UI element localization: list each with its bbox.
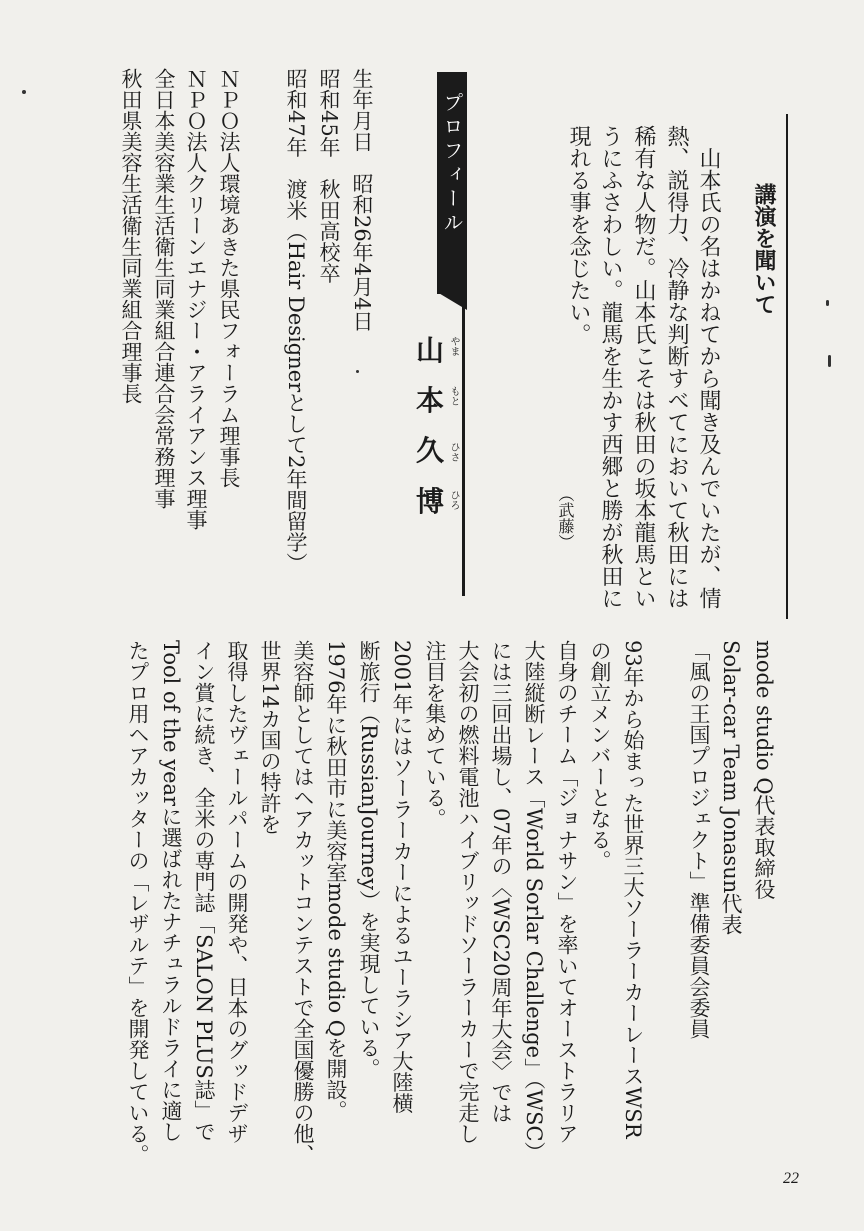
profile-row-birthdate: 生年月日 昭和26年4月4日 bbox=[350, 68, 374, 332]
name-char-2: 本 bbox=[416, 384, 445, 417]
bio-column-16: 取得したヴェールパームの開発や、日本のグッドデザ bbox=[225, 640, 249, 1144]
profile-row-graduation: 昭和45年 秋田高校卒 bbox=[317, 68, 341, 284]
article-column-2: 熱、説得力、冷静な判断すべてにおいて秋田には bbox=[664, 125, 689, 609]
bio-column-3: 「風の王国プロジェクト」準備委員会委員 bbox=[687, 640, 711, 1039]
article-heading: 講演を聞いて bbox=[751, 183, 776, 315]
bio-column-15: 世界14カ国の特許を bbox=[258, 640, 282, 835]
heading-rule bbox=[786, 114, 788, 619]
profile-row-role-3: 全日本美容業生活衛生同業組合連合会常務理事 bbox=[152, 68, 176, 509]
scan-speck bbox=[22, 90, 26, 94]
bio-column-13: 1976年に秋田市に美容室mode studio Qを開設。 bbox=[324, 640, 348, 1121]
article-author: （武藤） bbox=[556, 486, 575, 550]
profile-label: プロフィール bbox=[440, 92, 464, 236]
bio-column-10: 注目を集めている。 bbox=[423, 640, 447, 829]
profile-row-role-2: ＮＰＯ法人クリーンエナジー・アライアンス理事 bbox=[184, 68, 208, 530]
name-char-1: 山 bbox=[416, 334, 445, 367]
bio-column-19: たプロ用ヘアカッターの「レザルテ」を開発している。 bbox=[126, 640, 150, 1165]
name-char-4: 博 bbox=[416, 485, 445, 518]
bio-column-14: 美容師としてはヘアカットコンテストで全国優勝の他、 bbox=[291, 640, 315, 1165]
scan-speck bbox=[356, 370, 359, 373]
page-number: 22 bbox=[783, 1170, 799, 1187]
name-char-3: 久 bbox=[416, 434, 445, 467]
name-ruby-2: もと bbox=[448, 386, 459, 406]
profile-row-study-abroad: 昭和47年 渡米（Hair Designerとして2年間留学） bbox=[284, 68, 308, 574]
article-column-5: 現れる事を念じたい。 bbox=[566, 125, 591, 345]
scan-speck bbox=[828, 355, 831, 367]
bio-column-4: 93年から始まった世界三大ソーラーカーレースWSR bbox=[621, 640, 645, 1139]
name-ruby-4: ひろ bbox=[448, 490, 459, 510]
bio-column-12: 断旅行（RussianJourney）を実現している。 bbox=[357, 640, 381, 1080]
bio-column-1: mode studio Q代表取締役 bbox=[752, 640, 776, 900]
name-ruby-3: ひさ bbox=[448, 442, 459, 462]
profile-row-role-4: 秋田県美容生活衛生同業組合理事長 bbox=[119, 68, 143, 404]
article-column-1: 山本氏の名はかねてから聞き及んでいたが、情 bbox=[696, 125, 721, 609]
bio-column-9: 大会初の燃料電池ハイブリッドソーラーカーで完走し bbox=[456, 640, 480, 1144]
bio-column-18: Tool of the yearに選ばれたナチュラルドライに適し bbox=[159, 640, 183, 1143]
article-column-4: うにふさわしい。龍馬を生かす西郷と勝が秋田に bbox=[598, 125, 623, 609]
bio-column-5: の創立メンバーとなる。 bbox=[588, 640, 612, 871]
bio-column-8: には三回出場し、07年の〈WSC20周年大会〉では bbox=[489, 640, 513, 1124]
bio-column-2: Solar-car Team Jonasun代表 bbox=[719, 640, 743, 936]
bio-column-6: 自身のチーム「ジョナサン」を率いてオーストラリア bbox=[555, 640, 579, 1144]
scan-speck bbox=[826, 300, 829, 306]
profile-rule bbox=[462, 300, 465, 596]
name-ruby-1: やま bbox=[448, 336, 459, 356]
bio-column-17: イン賞に続き、全米の専門誌「SALON PLUS誌」で bbox=[192, 640, 216, 1142]
profile-row-role-1: ＮＰＯ法人環境あきた県民フォーラム理事長 bbox=[217, 68, 241, 488]
bio-column-11: 2001年にはソーラーカーによるユーラシア大陸横 bbox=[390, 640, 414, 1114]
article-column-3: 稀有な人物だ。山本氏こそは秋田の坂本龍馬とい bbox=[631, 125, 656, 609]
bio-column-7: 大陸縦断レース「World Sorlar Challenge」（WSC） bbox=[522, 640, 546, 1163]
